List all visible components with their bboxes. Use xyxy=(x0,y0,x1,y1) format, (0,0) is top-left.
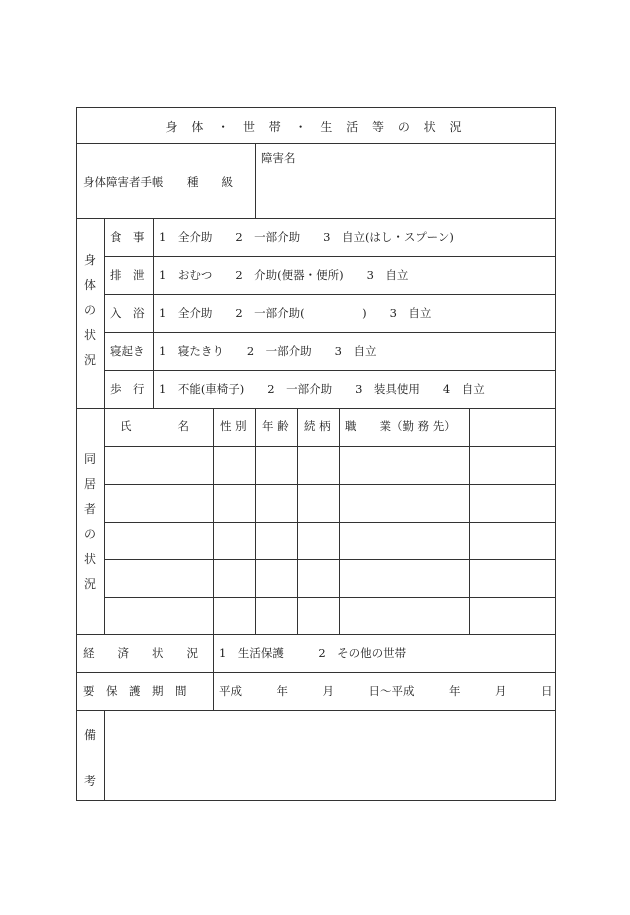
protection-period-label: 要 保 護 期 間 xyxy=(83,684,187,698)
divider xyxy=(153,218,154,408)
divider xyxy=(77,710,555,711)
walking-label: 歩 行 xyxy=(110,382,145,396)
rising-label: 寝起き xyxy=(110,344,145,358)
divider xyxy=(104,256,555,257)
eating-options: 1 全介助 2 一部介助 3 自立(はし・スプーン) xyxy=(159,230,454,244)
divider xyxy=(104,710,105,800)
column-header-relation: 続 柄 xyxy=(304,419,331,433)
divider xyxy=(77,672,555,673)
divider xyxy=(104,522,555,523)
divider xyxy=(104,370,555,371)
column-header-occupation: 職 業（勤 務 先） xyxy=(345,419,456,433)
physical-section-label: 身 体 の 状 況 xyxy=(83,253,96,367)
divider xyxy=(104,484,555,485)
divider xyxy=(77,218,555,219)
divider xyxy=(104,597,555,598)
cohabitants-section-label: 同 居 者 の 状 況 xyxy=(83,452,96,591)
bathing-label: 入 浴 xyxy=(110,306,145,320)
disability-name-label: 障害名 xyxy=(261,151,296,165)
toileting-label: 排 泄 xyxy=(110,268,145,282)
divider xyxy=(469,408,470,634)
divider xyxy=(77,634,555,635)
protection-period-value: 平成 年 月 日〜平成 年 月 日 xyxy=(219,684,553,698)
toileting-options: 1 おむつ 2 介助(便器・便所) 3 自立 xyxy=(159,268,409,282)
rising-options: 1 寝たきり 2 一部介助 3 自立 xyxy=(159,344,377,358)
divider xyxy=(213,408,214,634)
eating-label: 食 事 xyxy=(110,230,145,244)
status-form xyxy=(76,107,556,801)
economic-status-label: 経 済 状 況 xyxy=(83,646,198,660)
bathing-options: 1 全介助 2 一部介助( ) 3 自立 xyxy=(159,306,432,320)
divider xyxy=(339,408,340,634)
handbook-label: 身体障害者手帳 xyxy=(83,175,164,189)
economic-status-options: 1 生活保護 2 その他の世帯 xyxy=(219,646,407,660)
divider xyxy=(104,559,555,560)
form-title: 身 体 ・ 世 帯 ・ 生 活 等 の 状 況 xyxy=(165,120,467,134)
divider xyxy=(297,408,298,634)
divider xyxy=(104,446,555,447)
divider xyxy=(77,408,555,409)
divider xyxy=(77,143,555,144)
grade-label: 種 級 xyxy=(187,175,233,189)
divider xyxy=(104,294,555,295)
walking-options: 1 不能(車椅子) 2 一部介助 3 装具使用 4 自立 xyxy=(159,382,485,396)
column-header-age: 年 齢 xyxy=(262,419,289,433)
divider xyxy=(255,408,256,634)
divider xyxy=(213,634,214,710)
divider xyxy=(104,218,105,634)
divider xyxy=(255,143,256,218)
remarks-label: 備 考 xyxy=(83,728,96,788)
divider xyxy=(104,332,555,333)
column-header-name: 氏 名 xyxy=(120,419,189,433)
column-header-gender: 性 別 xyxy=(220,419,247,433)
